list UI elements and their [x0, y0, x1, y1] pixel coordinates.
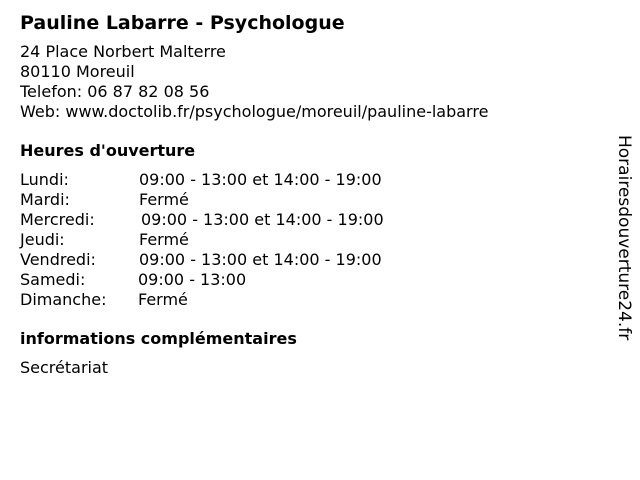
city-address: 80110 Moreuil: [20, 62, 135, 81]
hours-row-saturday: [20, 270, 600, 290]
address-block: [20, 42, 600, 122]
day-label: Samedi:: [20, 270, 86, 289]
info-heading: informations complémentaires: [20, 329, 297, 348]
time-value: 09:00 - 13:00 et 14:00 - 19:00: [141, 210, 384, 229]
hours-row-sunday: [20, 290, 600, 310]
time-value: 09:00 - 13:00 et 14:00 - 19:00: [139, 170, 382, 189]
time-value: 09:00 - 13:00: [138, 270, 247, 289]
hours-row-thursday: [20, 230, 600, 250]
time-value: Fermé: [139, 230, 189, 249]
day-label: Lundi:: [20, 170, 69, 189]
time-value: 09:00 - 13:00 et 14:00 - 19:00: [139, 250, 382, 269]
page-title: Pauline Labarre - Psychologue: [20, 12, 345, 34]
hours-heading: Heures d'ouverture: [20, 141, 196, 160]
site-watermark: Horairesdouverture24.fr: [614, 135, 634, 341]
day-label: Dimanche:: [20, 290, 107, 309]
time-value: Fermé: [138, 290, 188, 309]
day-label: Jeudi:: [20, 230, 65, 249]
day-label: Mardi:: [20, 190, 70, 209]
hours-row-friday: [20, 250, 600, 270]
hours-table: [20, 170, 600, 310]
phone-number: Telefon: 06 87 82 08 56: [20, 82, 210, 101]
street-address: 24 Place Norbert Malterre: [20, 42, 226, 61]
hours-row-wednesday: [20, 210, 600, 230]
time-value: Fermé: [139, 190, 189, 209]
website-link[interactable]: Web: www.doctolib.fr/psychologue/moreuil/pauline-labarre: [20, 102, 489, 121]
day-label: Vendredi:: [20, 250, 96, 269]
business-card: [20, 10, 600, 378]
hours-row-tuesday: [20, 190, 600, 210]
info-text: Secrétariat: [20, 358, 109, 377]
hours-row-monday: [20, 170, 600, 190]
day-label: Mercredi:: [20, 210, 95, 229]
